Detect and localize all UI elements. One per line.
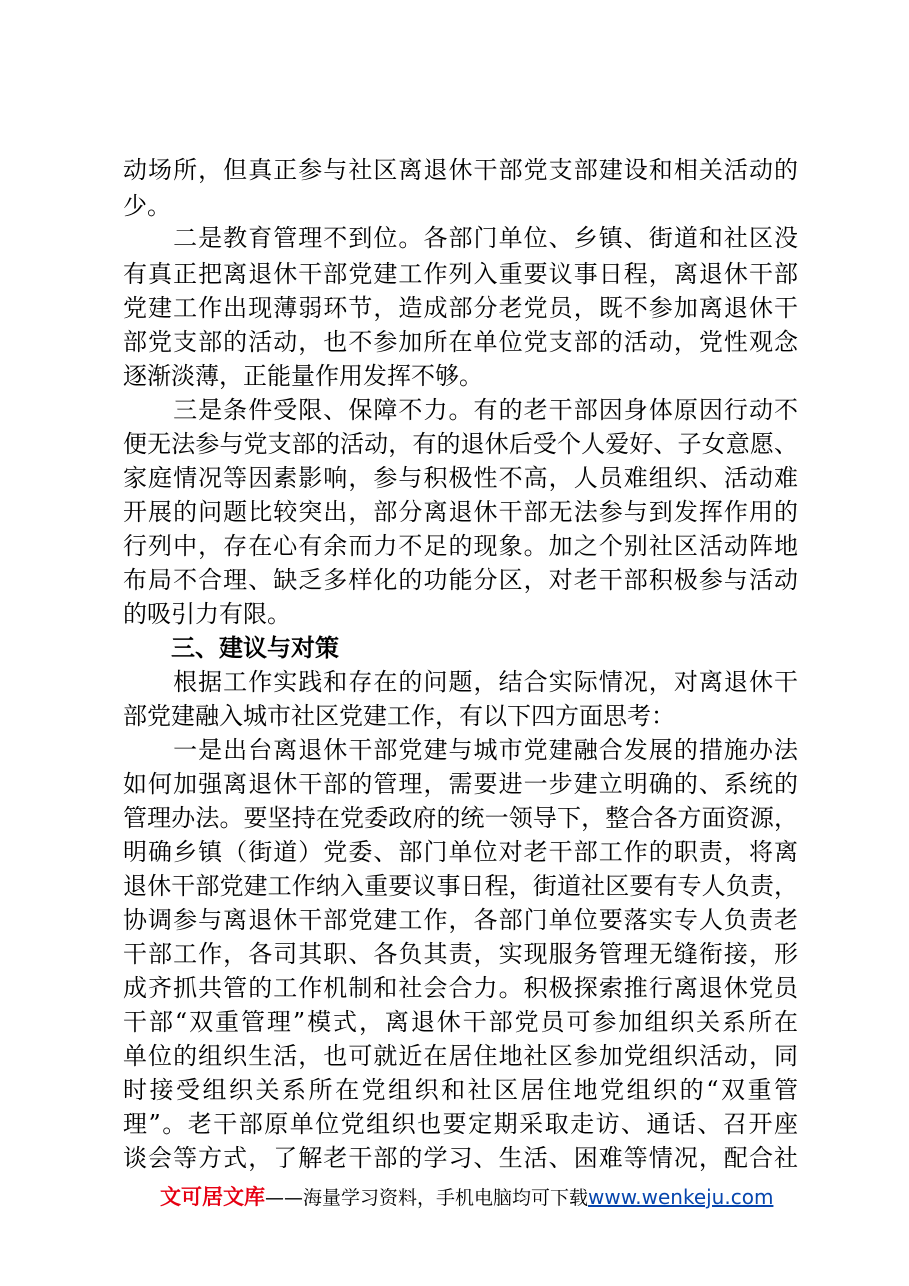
text-line: 明确乡镇（街道）党委、部门单位对老干部工作的职责，将离 <box>123 838 798 866</box>
text-line: 如何加强离退休干部的管理，需要进一步建立明确的、系统的 <box>123 770 798 798</box>
text-line: 一是出台离退休干部党建与城市党建融合发展的措施办法 <box>123 736 798 764</box>
text-line: 管理办法。要坚持在党委政府的统一领导下，整合各方面资源， <box>123 804 798 832</box>
text-line: 单位的组织生活，也可就近在居住地社区参加党组织活动，同 <box>123 1042 798 1070</box>
section-heading: 三、建议与对策 <box>123 634 339 662</box>
text-line: 三是条件受限、保障不力。有的老干部因身体原因行动不 <box>123 396 798 424</box>
text-line: 干部“双重管理”模式，离退休干部党员可参加组织关系所在 <box>123 1008 798 1036</box>
footer-slogan: ——海量学习资料，手机电脑均可下载 <box>265 1187 589 1209</box>
text-line: 家庭情况等因素影响，参与积极性不高，人员难组织、活动难 <box>123 464 798 492</box>
text-line: 根据工作实践和存在的问题，结合实际情况，对离退休干 <box>123 668 798 696</box>
text-line: 成齐抓共管的工作机制和社会合力。积极探索推行离退休党员 <box>123 974 798 1002</box>
text-line: 便无法参与党支部的活动，有的退休后受个人爱好、子女意愿、 <box>123 430 798 458</box>
text-line: 动场所，但真正参与社区离退休干部党支部建设和相关活动的 <box>123 156 798 184</box>
text-line: 布局不合理、缺乏多样化的功能分区，对老干部积极参与活动 <box>123 566 798 594</box>
text-line: 开展的问题比较突出，部分离退休干部无法参与到发挥作用的 <box>123 498 798 526</box>
text-line: 时接受组织关系所在党组织和社区居住地党组织的“双重管 <box>123 1076 798 1104</box>
footer-brand: 文可居文库 <box>160 1185 265 1209</box>
footer-site-link[interactable]: www.wenkeju.com <box>588 1185 774 1209</box>
text-line: 二是教育管理不到位。各部门单位、乡镇、街道和社区没 <box>123 224 798 252</box>
text-line: 有真正把离退休干部党建工作列入重要议事日程，离退休干部 <box>123 260 798 288</box>
text-line: 部党支部的活动，也不参加所在单位党支部的活动，党性观念 <box>123 328 798 356</box>
text-line: 谈会等方式，了解老干部的学习、生活、困难等情况，配合社 <box>123 1144 798 1172</box>
text-line: 行列中，存在心有余而力不足的现象。加之个别社区活动阵地 <box>123 532 798 560</box>
text-line: 退休干部党建工作纳入重要议事日程，街道社区要有专人负责， <box>123 872 798 900</box>
text-line: 部党建融入城市社区党建工作，有以下四方面思考： <box>123 702 675 730</box>
footer-banner <box>160 1182 780 1212</box>
text-line: 逐渐淡薄，正能量作用发挥不够。 <box>123 362 483 390</box>
text-line: 的吸引力有限。 <box>123 600 291 628</box>
text-line: 党建工作出现薄弱环节，造成部分老党员，既不参加离退休干 <box>123 294 798 322</box>
text-line: 干部工作，各司其职、各负其责，实现服务管理无缝衔接，形 <box>123 940 798 968</box>
text-line: 少。 <box>123 192 171 220</box>
text-line: 理”。老干部原单位党组织也要定期采取走访、通话、召开座 <box>123 1110 798 1138</box>
text-line: 协调参与离退休干部党建工作，各部门单位要落实专人负责老 <box>123 906 798 934</box>
